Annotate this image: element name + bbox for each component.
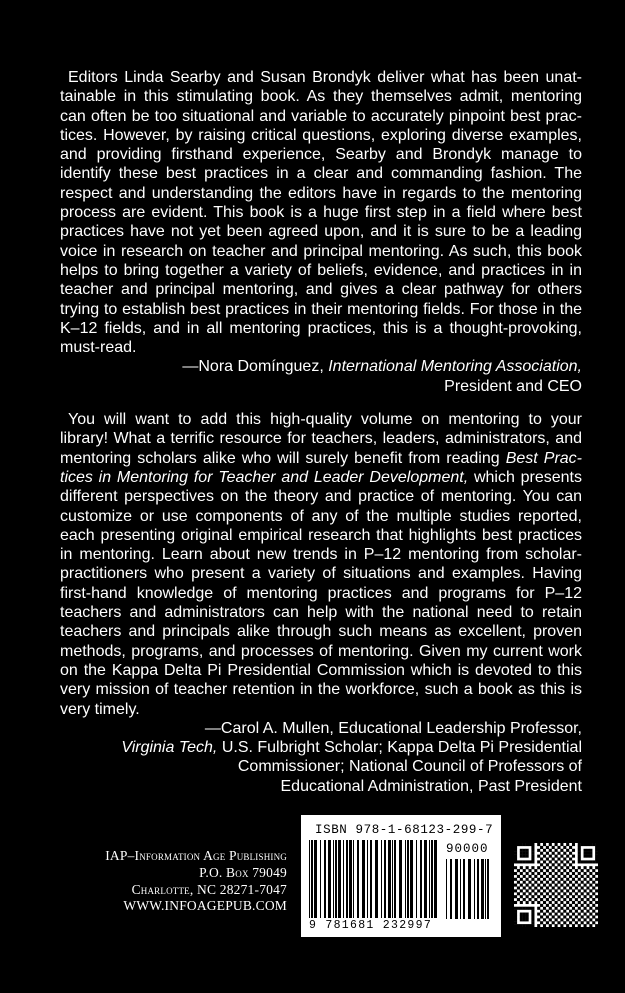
review-2-text-after: which presents different perspectives on the theory and practice of mentoring. You can customize or use components of any of the multiple studies reported, each presenting original empirical research that highlights best practices in mentoring. Learn about new trends in P–12 mentoring from scholar-practitioners who present a variety of situations and examples. Having first-hand knowledge of mentoring practices and programs for P–12 teachers and administrators can help with the national need to retain teachers and principals alike through such means as excellent, proven methods, programs, and processes of mentoring. Given my current work on the Kappa Delta Pi Presidential Commission which is devoted to this very mission of teacher retention in the workforce, such a book as this is very timely. bbox=[60, 468, 583, 718]
publisher-name: IAP–Information Age Publishing bbox=[105, 848, 287, 863]
review-1-organization: International Mentoring Association, bbox=[328, 358, 582, 376]
ean-barcode-bars bbox=[309, 840, 439, 920]
review-2-attribution-line4: Educational Administration, Past President bbox=[280, 777, 582, 795]
qr-code-icon bbox=[514, 843, 598, 927]
review-2-institution: Virginia Tech, bbox=[121, 739, 218, 757]
review-2-text-before: You will want to add this high-quality volume on mentoring to your library! What a terrific resource for teachers, leaders, administrators, and mentoring scholars alike who will surely benefit from reading bbox=[60, 411, 582, 467]
publisher-info bbox=[105, 848, 287, 915]
review-1-attribution bbox=[60, 357, 582, 396]
review-1-title: President and CEO bbox=[444, 377, 582, 395]
review-2-attribution-line1: —Carol A. Mullen, Educational Leadership Professor, bbox=[204, 719, 582, 737]
publisher-address: P.O. Box 79049 bbox=[199, 864, 287, 880]
back-cover-text bbox=[60, 68, 582, 796]
ean-digits: 9 781681 232997 bbox=[309, 919, 433, 932]
review-1-text: Editors Linda Searby and Susan Brondyk deliver what has been unat-tainable in this stimulating book. As they themselves admit, mentoring can often be too situational and variable to accurately pinpoint best prac-tices. However, by raising critical questions, exploring diverse examples, and providing firsthand experience, Searby and Brondyk manage to identify these best practices in a clear and commanding fashion. The respect and understanding the editors have in regards to the mentoring process are evident. This book is a huge first step in a field where best practices have not yet been agreed upon, and it is sure to be a leading voice in research on teacher and principal mentoring. As such, this book helps to bring together a variety of beliefs, evidence, and practices in in teacher and principal mentoring, and gives a clear pathway for others trying to establish best practices in their mentoring fields. For those in the K–12 fields, and in all mentoring practices, this is a thought-provoking, must-read. bbox=[60, 69, 582, 357]
isbn-barcode bbox=[301, 815, 501, 937]
isbn-label: ISBN 978-1-68123-299-7 bbox=[315, 823, 494, 837]
publisher-website: WWW.INFOAGEPUB.COM bbox=[123, 898, 287, 914]
review-2-attribution-line2: U.S. Fulbright Scholar; Kappa Delta Pi Presidential bbox=[217, 739, 582, 757]
price-code: 90000 bbox=[446, 842, 489, 856]
review-2-book-title: Best Prac-tices in Mentoring for Teacher and Leader Development, bbox=[60, 449, 583, 486]
price-addon-bars bbox=[446, 859, 494, 921]
review-2-attribution-line3: Commissioner; National Council of Professors of bbox=[237, 758, 582, 776]
review-2-attribution bbox=[60, 719, 582, 796]
publisher-city: Charlotte, NC 28271-7047 bbox=[131, 881, 287, 897]
review-1-author: —Nora Domínguez, bbox=[182, 358, 329, 376]
review-2-text bbox=[60, 410, 582, 719]
